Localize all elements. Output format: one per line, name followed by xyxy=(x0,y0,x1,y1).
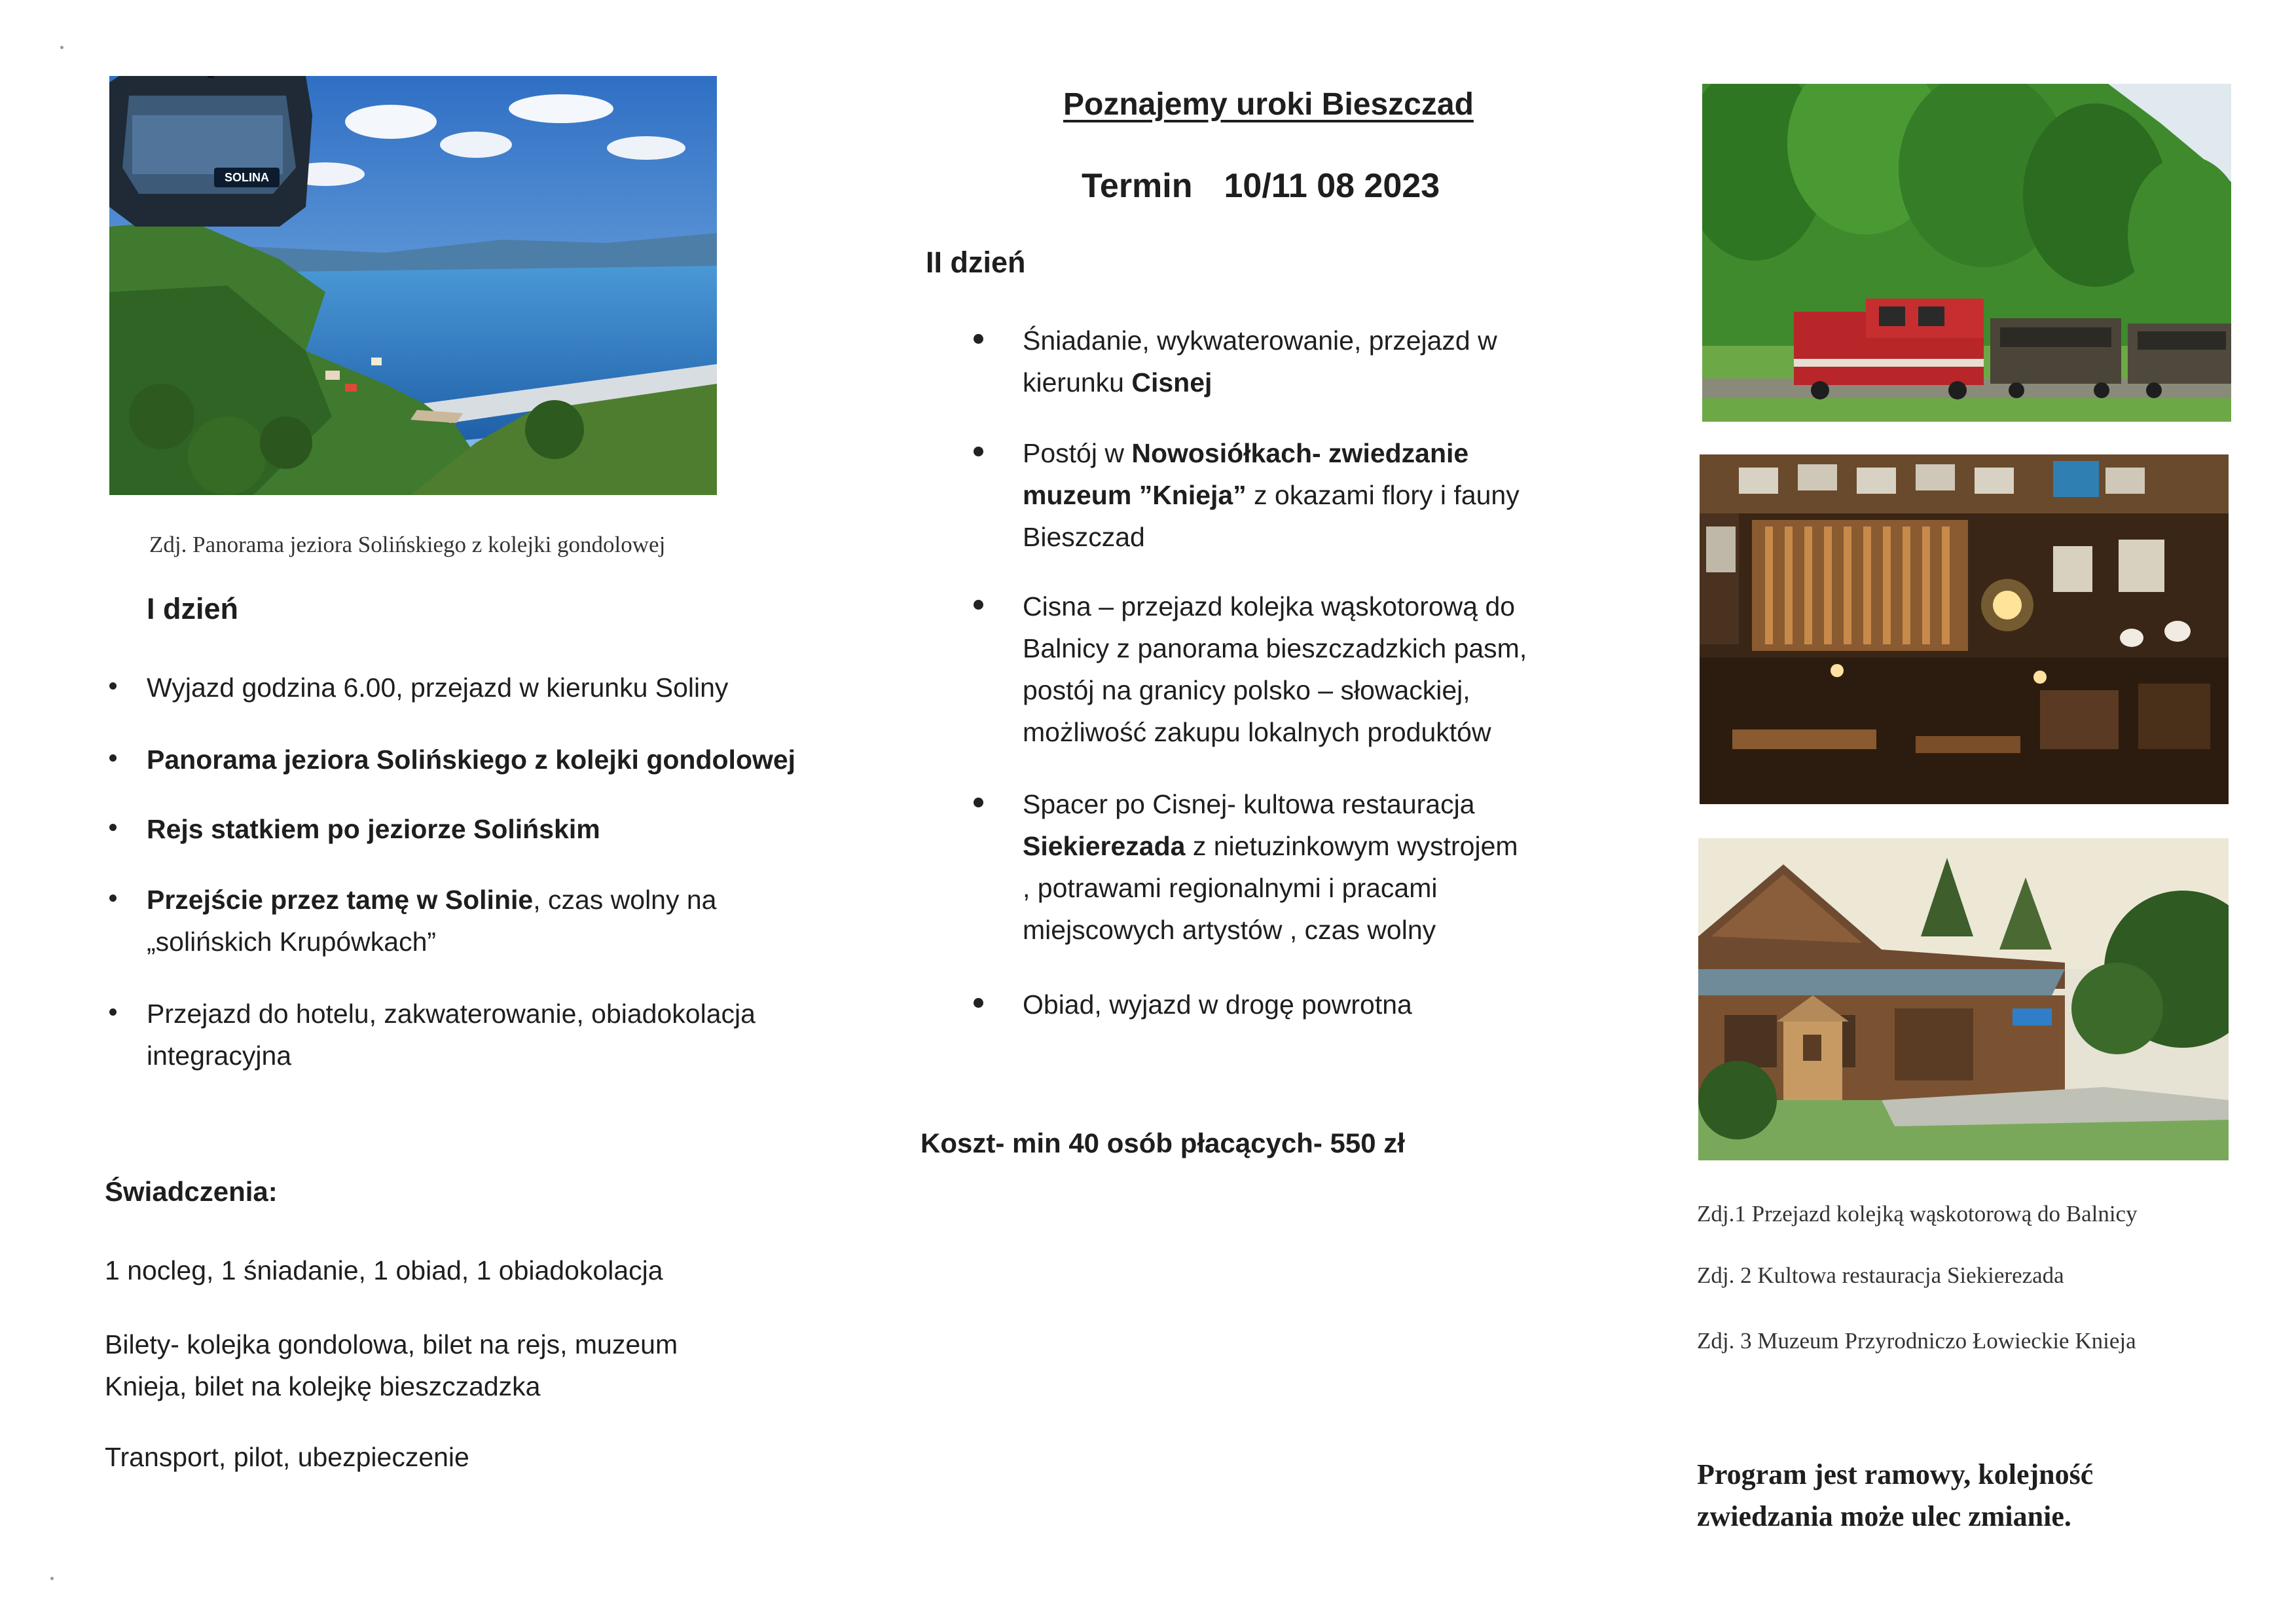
day2-item-text xyxy=(1023,783,1518,951)
day2-item-line2: kierunku xyxy=(1023,367,1132,397)
restaurant-photo xyxy=(1698,838,2229,1160)
bullet-dot xyxy=(109,824,117,831)
day1-item-text xyxy=(147,993,756,1077)
term-date: 10/11 08 2023 xyxy=(1224,167,1440,205)
services-line-1: 1 nocleg, 1 śniadanie, 1 obiad, 1 obiadokolacja xyxy=(105,1255,663,1285)
bullet-dot xyxy=(974,447,983,456)
services-line-3: Transport, pilot, ubezpieczenie xyxy=(105,1442,469,1472)
term-label: Termin xyxy=(1082,167,1193,205)
scan-speck xyxy=(50,1577,54,1580)
day2-item-text xyxy=(1023,432,1520,558)
day2-item-line3: postój na granicy polsko – słowackiej, xyxy=(1023,675,1470,705)
bullet-dot xyxy=(109,895,117,902)
term-row xyxy=(1082,166,1440,206)
bullet-dot xyxy=(974,334,983,344)
cost-info: Koszt- min 40 osób płacących- 550 zł xyxy=(920,1128,1405,1158)
day2-item-bold: muzeum ”Knieja” xyxy=(1023,480,1247,510)
day1-item-text: Panorama jeziora Solińskiego z kolejki gondolowej xyxy=(147,745,796,775)
bullet-dot xyxy=(109,682,117,690)
day1-item-line2: „solińskich Krupówkach” xyxy=(147,927,437,957)
bullet-dot xyxy=(109,754,117,762)
day1-item-text: Wyjazd godzina 6.00, przejazd w kierunku Soliny xyxy=(147,673,729,703)
day1-item-text xyxy=(147,879,716,963)
day2-item-line3: , potrawami regionalnymi i pracami xyxy=(1023,873,1438,903)
day2-item-line1: Postój w xyxy=(1023,438,1132,468)
day2-item-bold: Nowosiółkach- zwiedzanie xyxy=(1131,438,1469,468)
page-title: Poznajemy uroki Bieszczad xyxy=(1063,87,1474,122)
bullet-dot xyxy=(974,798,983,807)
day1-item-line1: Przejazd do hotelu, zakwaterowanie, obiadokolacja xyxy=(147,999,756,1029)
photo2-caption: Zdj. 2 Kultowa restauracja Siekierezada xyxy=(1697,1263,2064,1288)
services-line-2a: Bilety- kolejka gondolowa, bilet na rejs, muzeum xyxy=(105,1329,678,1359)
services-line-2b: Knieja, bilet na kolejkę bieszczadzka xyxy=(105,1371,541,1401)
gondola-sign-text: SOLINA xyxy=(224,171,270,184)
day2-item-line4: miejscowych artystów , czas wolny xyxy=(1023,915,1436,945)
solina-photo-caption: Zdj. Panorama jeziora Solińskiego z kolejki gondolowej xyxy=(149,532,666,557)
day2-item-bold: Siekierezada xyxy=(1023,831,1186,861)
solina-lake-photo xyxy=(109,76,717,495)
photo1-caption: Zdj.1 Przejazd kolejką wąskotorową do Balnicy xyxy=(1697,1201,2138,1227)
day1-item-bold: Przejście przez tamę w Solinie xyxy=(147,885,534,915)
services-heading: Świadczenia: xyxy=(105,1176,278,1207)
day2-heading: II dzień xyxy=(926,246,1026,279)
program-note-line2: zwiedzania może ulec zmianie. xyxy=(1697,1500,2071,1532)
day2-item-line2: z okazami flory i fauny xyxy=(1246,480,1520,510)
museum-interior-photo xyxy=(1700,454,2229,804)
train-photo xyxy=(1702,84,2231,422)
day1-item-rest: , czas wolny na xyxy=(533,885,717,915)
program-note-line1: Program jest ramowy, kolejność xyxy=(1697,1458,2094,1490)
day2-item-text xyxy=(1023,320,1497,403)
scan-speck xyxy=(60,46,64,49)
day1-item-text: Rejs statkiem po jeziorze Solińskim xyxy=(147,814,600,844)
day2-item-line4: możliwość zakupu lokalnych produktów xyxy=(1023,717,1491,747)
day2-item-bold: Cisnej xyxy=(1131,367,1212,397)
bullet-dot xyxy=(109,1008,117,1016)
services-line-2 xyxy=(105,1323,678,1407)
day1-heading: I dzień xyxy=(147,592,239,625)
day2-item-line1: Cisna – przejazd kolejka wąskotorową do xyxy=(1023,591,1516,621)
day2-item-line3: Bieszczad xyxy=(1023,522,1145,552)
day2-item-line1: Śniadanie, wykwaterowanie, przejazd w xyxy=(1023,325,1497,356)
photo3-caption: Zdj. 3 Muzeum Przyrodniczo Łowieckie Knieja xyxy=(1697,1328,2136,1354)
day2-item-text xyxy=(1023,585,1527,753)
day2-item-text: Obiad, wyjazd w drogę powrotna xyxy=(1023,989,1412,1020)
day1-item-line2: integracyjna xyxy=(147,1041,292,1071)
bullet-dot xyxy=(974,998,983,1008)
day2-item-line2: Balnicy z panorama bieszczadzkich pasm, xyxy=(1023,633,1527,663)
day2-item-line2: z nietuzinkowym wystrojem xyxy=(1185,831,1518,861)
day2-item-line1: Spacer po Cisnej- kultowa restauracja xyxy=(1023,789,1475,819)
bullet-dot xyxy=(974,600,983,610)
program-note xyxy=(1697,1454,2093,1538)
